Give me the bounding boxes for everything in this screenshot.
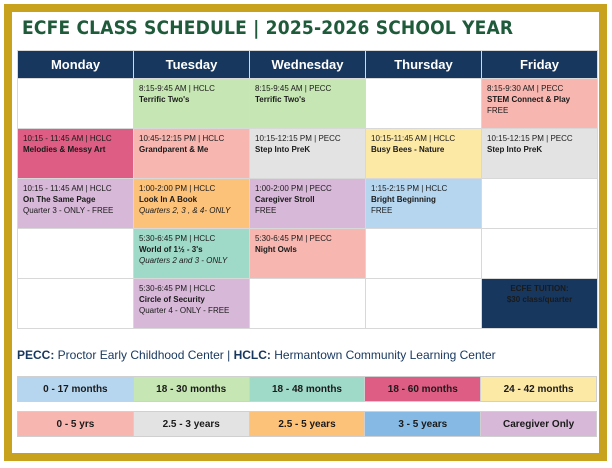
class-time: 8:15-9:30 AM | PECC xyxy=(487,84,564,93)
location-separator: | xyxy=(223,348,234,362)
schedule-frame xyxy=(4,4,607,461)
schedule-table xyxy=(17,50,598,329)
class-time: 5:30-6:45 PM | HCLC xyxy=(139,284,216,293)
class-note: Quarters 2 and 3 - ONLY xyxy=(139,256,228,265)
age-group-badge: 0 - 17 months xyxy=(18,377,134,401)
class-name: Night Owls xyxy=(255,245,297,254)
location-legend xyxy=(17,348,599,368)
class-note: FREE xyxy=(371,206,393,215)
class-note: FREE xyxy=(487,106,509,115)
class-time: 8:15-9:45 AM | HCLC xyxy=(139,84,215,93)
class-cell xyxy=(250,179,366,229)
empty-cell xyxy=(482,229,598,279)
pecc-abbr: PECC: xyxy=(17,348,55,362)
empty-cell xyxy=(18,279,134,329)
class-name: Melodies & Messy Art xyxy=(23,145,106,154)
class-cell xyxy=(366,179,482,229)
tuition-box xyxy=(482,279,598,329)
class-cell xyxy=(250,229,366,279)
class-cell xyxy=(366,129,482,179)
class-name: Circle of Security xyxy=(139,295,205,304)
class-name: Terrific Two's xyxy=(139,95,190,104)
class-name: World of 1½ - 3's xyxy=(139,245,203,254)
age-group-badge: 18 - 48 months xyxy=(250,377,366,401)
day-header-tuesday: Tuesday xyxy=(134,51,250,79)
class-cell xyxy=(18,179,134,229)
age-group-badge: 24 - 42 months xyxy=(481,377,596,401)
class-name: On The Same Page xyxy=(23,195,96,204)
day-header-thursday: Thursday xyxy=(366,51,482,79)
class-cell xyxy=(134,129,250,179)
tuition-price: $30 class/quarter xyxy=(506,295,573,304)
class-time: 1:15-2:15 PM | HCLC xyxy=(371,184,448,193)
empty-cell xyxy=(366,229,482,279)
class-cell xyxy=(18,129,134,179)
empty-cell xyxy=(482,179,598,229)
age-group-badge: 2.5 - 3 years xyxy=(134,412,250,436)
class-cell xyxy=(250,79,366,129)
class-name: Grandparent & Me xyxy=(139,145,209,154)
age-group-badge: 18 - 60 months xyxy=(365,377,481,401)
class-time: 10:15-12:15 PM | PECC xyxy=(487,134,573,143)
age-group-badge: 0 - 5 yrs xyxy=(18,412,134,436)
class-name: Busy Bees - Nature xyxy=(371,145,445,154)
class-time: 1:00-2:00 PM | HCLC xyxy=(139,184,216,193)
class-name: Step Into PreK xyxy=(487,145,543,154)
class-cell xyxy=(482,129,598,179)
class-name: Caregiver Stroll xyxy=(255,195,315,204)
class-time: 10:15-12:15 PM | PECC xyxy=(255,134,341,143)
empty-cell xyxy=(250,279,366,329)
empty-cell xyxy=(18,229,134,279)
age-group-badge: 18 - 30 months xyxy=(134,377,250,401)
age-group-badge: 2.5 - 5 years xyxy=(250,412,366,436)
age-group-badge: Caregiver Only xyxy=(481,412,596,436)
day-header-friday: Friday xyxy=(482,51,598,79)
class-note: Quarter 4 - ONLY - FREE xyxy=(139,306,230,315)
class-name: STEM Connect & Play xyxy=(487,95,571,104)
pecc-name: Proctor Early Childhood Center xyxy=(54,348,224,362)
class-cell xyxy=(134,279,250,329)
class-name: Look In A Book xyxy=(139,195,198,204)
class-time: 10:45-12:15 PM | HCLC xyxy=(139,134,225,143)
class-cell xyxy=(250,129,366,179)
empty-cell xyxy=(18,79,134,129)
class-time: 10:15 - 11:45 AM | HCLC xyxy=(23,184,112,193)
class-cell xyxy=(134,79,250,129)
tuition-label: ECFE TUITION: xyxy=(510,284,569,293)
day-header-monday: Monday xyxy=(18,51,134,79)
empty-cell xyxy=(366,279,482,329)
class-time: 10:15 - 11:45 AM | HCLC xyxy=(23,134,112,143)
empty-cell xyxy=(366,79,482,129)
class-name: Terrific Two's xyxy=(255,95,306,104)
class-time: 5:30-6:45 PM | HCLC xyxy=(139,234,216,243)
class-time: 1:00-2:00 PM | PECC xyxy=(255,184,332,193)
age-legend-row-1 xyxy=(17,376,597,402)
class-time: 10:15-11:45 AM | HCLC xyxy=(371,134,456,143)
age-legend-row-2 xyxy=(17,411,597,437)
class-time: 5:30-6:45 PM | PECC xyxy=(255,234,332,243)
age-group-badge: 3 - 5 years xyxy=(365,412,481,436)
class-name: Step Into PreK xyxy=(255,145,311,154)
class-name: Bright Beginning xyxy=(371,195,436,204)
class-time: 8:15-9:45 AM | PECC xyxy=(255,84,332,93)
class-cell xyxy=(482,79,598,129)
class-note: FREE xyxy=(255,206,277,215)
class-note: Quarters 2, 3 , & 4- ONLY xyxy=(139,206,231,215)
day-header-wednesday: Wednesday xyxy=(250,51,366,79)
class-cell xyxy=(134,229,250,279)
hclc-abbr: HCLC: xyxy=(233,348,271,362)
class-cell xyxy=(134,179,250,229)
class-note: Quarter 3 - ONLY - FREE xyxy=(23,206,114,215)
hclc-name: Hermantown Community Learning Center xyxy=(270,348,496,362)
page-title: ECFE CLASS SCHEDULE | 2025-2026 SCHOOL YEAR xyxy=(22,17,514,39)
